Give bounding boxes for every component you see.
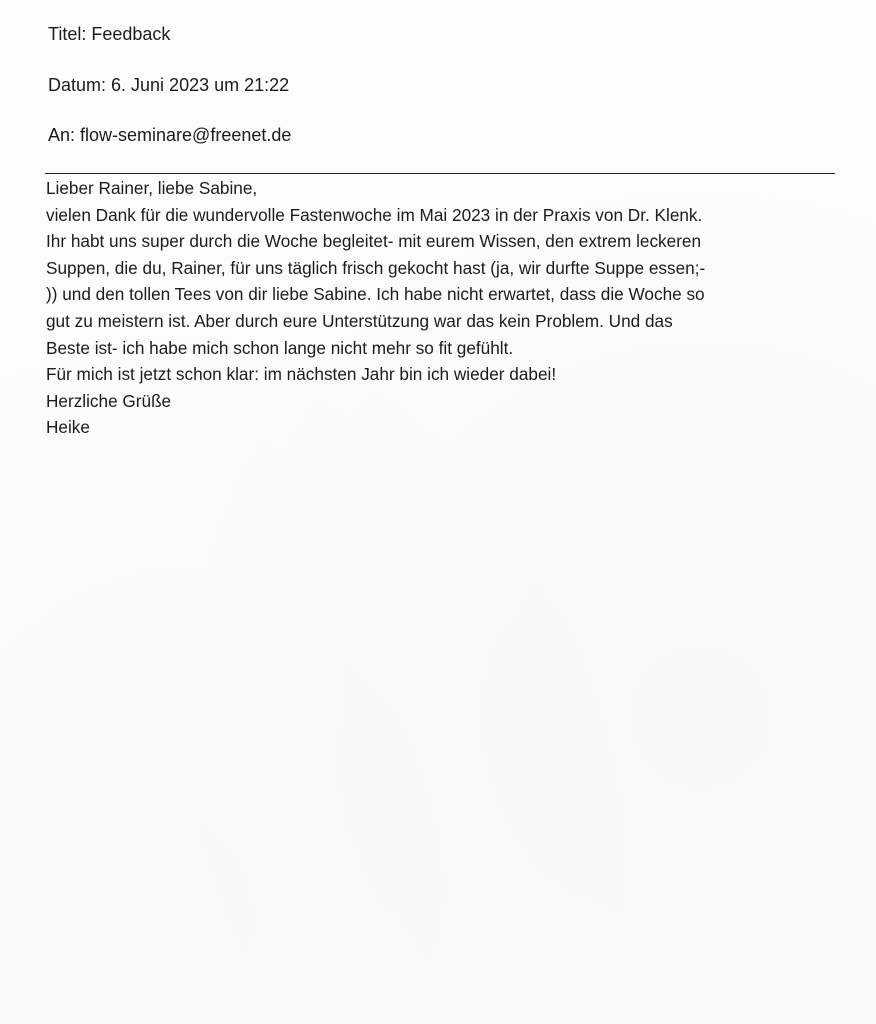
body-line: Ihr habt uns super durch die Woche begleitet- mit eurem Wissen, den extrem leckeren (46, 231, 702, 252)
body-line: Beste ist- ich habe mich schon lange nicht mehr so fit gefühlt. (46, 337, 514, 358)
body-line: vielen Dank für die wundervolle Fastenwoche im Mai 2023 in der Praxis von Dr. Klenk. (46, 204, 703, 225)
body-line: Für mich ist jetzt schon klar: im nächsten Jahr bin ich wieder dabei! (46, 364, 557, 385)
salutation: Lieber Rainer, liebe Sabine, (46, 178, 258, 198)
signature-name: Heike (46, 417, 90, 438)
email-title: Titel: Feedback (48, 24, 171, 44)
email-body (46, 175, 846, 441)
body-line: )) und den tollen Tees von dir liebe Sabine. Ich habe nicht erwartet, dass die Woche so (46, 284, 705, 305)
email-date: Datum: 6. Juni 2023 um 21:22 (48, 75, 290, 95)
body-line: gut zu meistern ist. Aber durch eure Unterstützung war das kein Problem. Und das (46, 310, 673, 331)
email-recipient: An: flow-seminare@freenet.de (48, 125, 292, 145)
closing: Herzliche Grüße (46, 390, 172, 411)
body-line: Suppen, die du, Rainer, für uns täglich frisch gekocht hast (ja, wir durfte Suppe essen;- (46, 257, 706, 278)
header-divider (45, 173, 835, 174)
